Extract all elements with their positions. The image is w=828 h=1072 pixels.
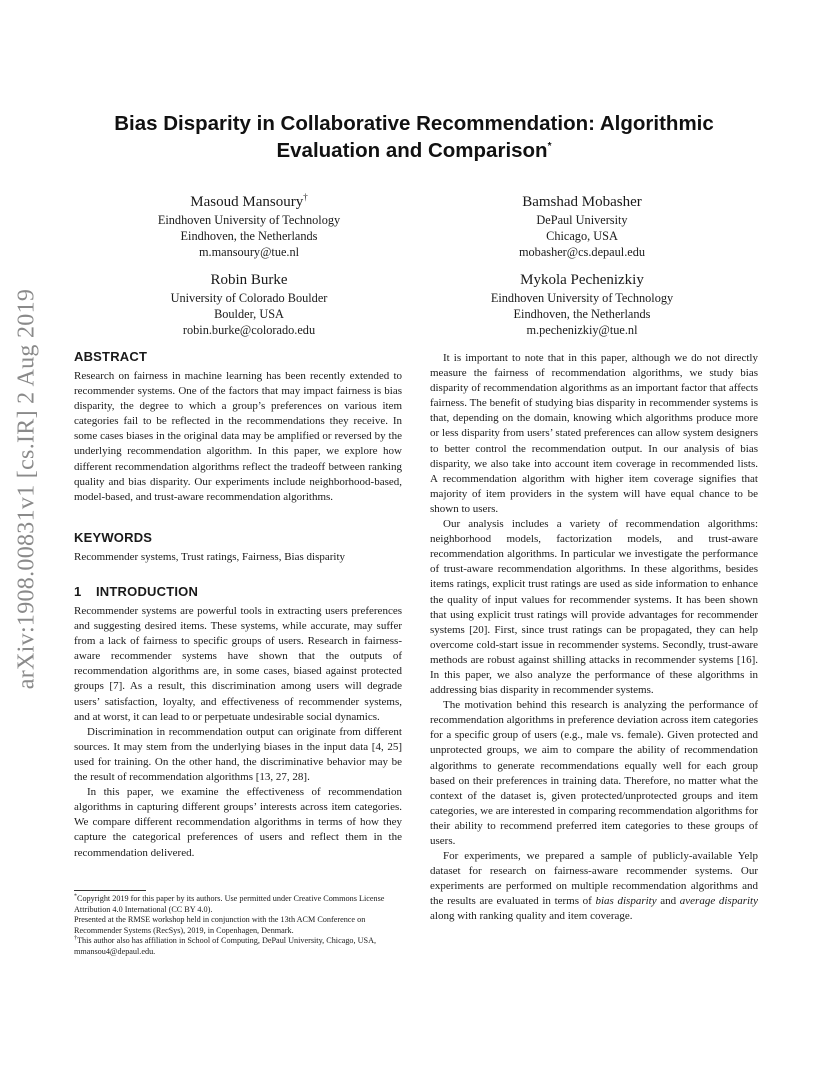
author-name: Robin Burke xyxy=(210,272,288,288)
term-average-disparity: average disparity xyxy=(679,895,758,908)
title-line-2: Evaluation and Comparison xyxy=(276,139,548,162)
right-paragraph-1: It is important to note that in this paper, although we do not directly measure the fairness of recommendation algorithms, we study bias disparity of recommendation algorithms as an important factor that affects fairness. The benefit of studying bias disparity in recommender systems is that, depending on the domain, knowing which algorithms produce more or less disparity from users’ stated preferences can allow system designers to better control the recommendation output. In our analysis of bias disparity, we also take into account item coverage in recommended lists. A recommendation algorithm with higher item coverage signifies that majority of item providers in the system will have equal chance to be shown to users. xyxy=(430,352,758,515)
author-email: mobasher@cs.depaul.edu xyxy=(518,245,646,260)
text-run: along with ranking quality and item coverage. xyxy=(430,910,633,923)
introduction-heading xyxy=(74,584,402,600)
author-affiliation: Eindhoven University of Technology xyxy=(490,291,674,305)
author-email: m.pechenizkiy@tue.nl xyxy=(526,323,638,338)
right-paragraph-4 xyxy=(430,849,758,924)
author-name: Masoud Mansoury xyxy=(190,194,304,210)
footnotes xyxy=(74,890,402,958)
footnote-mark: † xyxy=(74,935,77,942)
author-affiliation: University of Colorado Boulder xyxy=(170,291,328,305)
footnote-text: Copyright 2019 for this paper by its authors. Use permitted under Creative Commons License Attribution 4.0 International (CC BY 4.0). xyxy=(74,894,385,914)
title-footnote-mark: * xyxy=(547,141,552,153)
intro-paragraph-2: Discrimination in recommendation output can originate from different sources. It may stem from the underlying biases in the input data [4, 25] used for training. On the other hand, the discriminative behavior may be the result of recommendation algorithms [13, 27, 28]. xyxy=(74,725,402,784)
footnote-affiliation xyxy=(74,936,402,957)
author-name: Bamshad Mobasher xyxy=(522,194,642,210)
footnote-mark: * xyxy=(74,893,77,900)
author-location: Chicago, USA xyxy=(546,229,618,244)
author-block-3 xyxy=(99,270,399,339)
author-block-4 xyxy=(432,270,732,339)
right-column xyxy=(430,351,758,925)
section-number: 1 xyxy=(74,584,82,599)
paper-title xyxy=(74,110,754,164)
author-affiliation: Eindhoven University of Technology xyxy=(157,213,341,227)
term-bias-disparity: bias disparity xyxy=(595,895,657,908)
footnote-text: This author also has affiliation in School of Computing, DePaul University, Chicago, USA, mmansou4@depaul.edu. xyxy=(74,936,377,956)
footnote-workshop: Presented at the RMSE workshop held in conjunction with the 13th ACM Conference on Recommender Systems (RecSys), 2019, in Copenhagen, Denmark. xyxy=(74,915,366,935)
text-run: For experiments, we prepared a sample of publicly-available Yelp dataset for research on fairness-aware recommender systems. Our experiments are performed on multiple recommendation algorithms and the results are evaluated in terms of xyxy=(430,850,758,908)
keywords-text: Recommender systems, Trust ratings, Fairness, Bias disparity xyxy=(74,551,346,563)
section-title: INTRODUCTION xyxy=(96,584,199,599)
author-block-2 xyxy=(432,192,732,261)
title-line-1: Bias Disparity in Collaborative Recommendation: Algorithmic xyxy=(114,112,714,135)
intro-paragraph-1: Recommender systems are powerful tools in extracting users preferences and suggesting desired items. These systems, while accurate, may suffer from a lack of fairness to specific groups of users. Research in fairness-aware recommender systems have shown that the outputs of recommendation algorithms are, in some cases, biased against protected groups [7]. As a result, this discrimination among users will degrade users’ satisfaction, loyalty, and effectiveness of recommender systems, and at worst, it can lead to or perpetuate undesirable social dynamics. xyxy=(74,605,402,723)
introduction-section xyxy=(74,584,402,861)
intro-paragraph-3: In this paper, we examine the effectiveness of recommendation algorithms in capturing different groups’ interests across item categories. We compare different recommendation algorithms in terms of how they capture the categorical preferences of users and reflect them in the recommendation delivered. xyxy=(74,786,402,859)
author-location: Boulder, USA xyxy=(214,307,284,322)
abstract-text: Research on fairness in machine learning has been recently extended to recommender systems. One of the factors that may impact fairness is bias disparity, the degree to which a group’s preferences on various item categories fail to be reflected in the recommendations they receive. In some cases biases in the original data may be amplified or reversed by the underlying recommendation algorithm. In this paper, we explore how different recommendation algorithms reflect the tradeoff between ranking quality and bias disparity. Our experiments include neighborhood-based, model-based, and trust-aware recommendation algorithms. xyxy=(74,370,402,503)
text-run: and xyxy=(656,895,680,908)
right-paragraph-3: The motivation behind this research is analyzing the performance of recommendation algorithms in preference deviation across item categories for a specific group of users (e.g., male vs. female). Given protected and unprotected groups, we aim to compare the ability of recommendation algorithms to generate recommendations equally well for each group based on their preferences in training data. Therefore, no matter what the context of the dataset is, given protected/unprotected groups and item categories, we are interested in comparing recommendation algorithms for their ability to recommend preferred item categories to these groups of users. xyxy=(430,699,758,847)
author-block-1 xyxy=(99,192,399,261)
author-email: robin.burke@colorado.edu xyxy=(182,323,316,338)
author-location: Eindhoven, the Netherlands xyxy=(180,229,318,244)
footnote-copyright xyxy=(74,894,402,915)
author-mark: † xyxy=(303,192,308,202)
keywords-heading: KEYWORDS xyxy=(74,530,153,545)
arxiv-stamp xyxy=(2,288,52,690)
right-paragraph-2: Our analysis includes a variety of recommendation algorithms: neighborhood models, factorization models, and trust-aware recommendation algorithms. In particular we investigate the performance of trust-aware recommendation algorithms. In these algorithms, besides items ratings, explicit trust ratings are used as side information to enhance the quality of input values for recommender systems. It has been shown that using explicit trust ratings will provide advantages for recommender systems [20]. First, since trust ratings can be propagated, they can help overcome cold-start issue in recommender systems. Secondly, trust-aware methods are robust against shilling attacks in recommender systems [16]. In this paper, we also analyze the performance of these algorithms in addressing bias disparity in recommender systems. xyxy=(430,518,758,697)
author-affiliation: DePaul University xyxy=(536,213,628,227)
author-email: m.mansoury@tue.nl xyxy=(198,245,300,260)
keywords-section xyxy=(74,530,402,565)
footnote-rule xyxy=(74,890,146,891)
abstract-section xyxy=(74,349,402,505)
author-location: Eindhoven, the Netherlands xyxy=(513,307,651,322)
abstract-heading: ABSTRACT xyxy=(74,349,148,364)
arxiv-stamp-text: arXiv:1908.00831v1 [cs.IR] 2 Aug 2019 xyxy=(13,288,40,690)
author-name: Mykola Pechenizkiy xyxy=(520,272,644,288)
